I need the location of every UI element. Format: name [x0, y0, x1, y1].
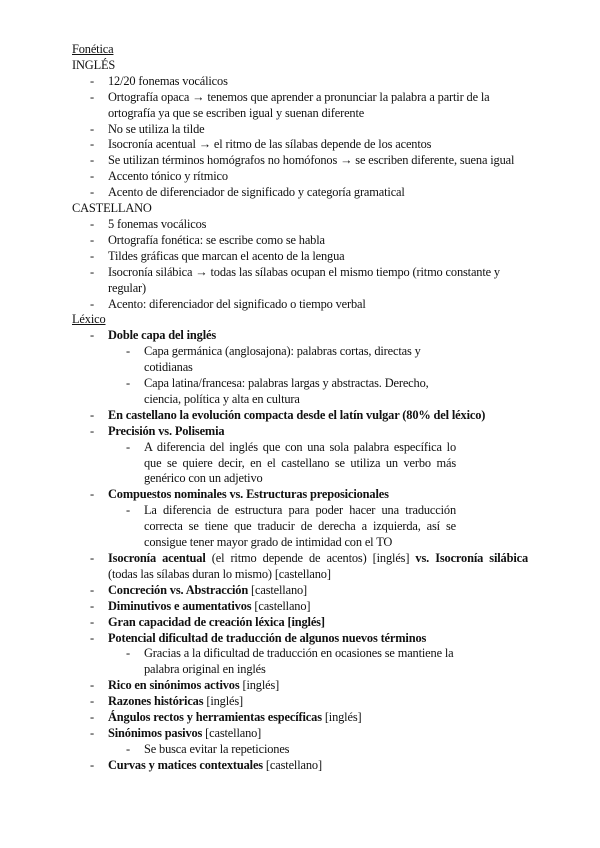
subsection-ingles: INGLÉS — [72, 57, 116, 72]
item-heading: Precisión vs. Polisemia — [108, 423, 225, 438]
list-item: - Tildes gráficas que marcan el acento de la lengua — [0, 249, 600, 265]
item-heading: Sinónimos pasivos — [108, 725, 203, 740]
list-item: - Isocronía acentual → el ritmo de las sílabas depende de los acentos — [0, 137, 600, 153]
sub-list-item: - Se busca evitar la repeticiones — [0, 742, 528, 758]
section-title-fonetica: Fonética — [72, 42, 114, 56]
list-item — [0, 551, 600, 583]
item-heading: Rico en sinónimos activos — [108, 678, 240, 693]
item-heading: Concreción vs. Abstracción — [108, 582, 249, 597]
subsection-castellano: CASTELLANO — [72, 201, 152, 216]
list-item — [0, 583, 600, 599]
list-item: - Ortografía fonética: se escribe como se habla — [0, 233, 600, 249]
sub-list-item: - A diferencia del inglés que con una sola palabra específica lo que se quiere decir, en el castellano se utiliza un verbo más genérico con un adjetivo — [0, 440, 528, 488]
item-heading: En castellano la evolución compacta desde el latín vulgar (80% del léxico) — [108, 407, 486, 422]
list-item: - 12/20 fonemas vocálicos — [0, 74, 600, 90]
lexico-list — [0, 328, 600, 773]
sub-list — [108, 503, 528, 551]
sub-list — [108, 344, 528, 408]
sub-list-item: - Gracias a la dificultad de traducción en ocasiones se mantiene la palabra original en inglés — [0, 646, 528, 678]
item-heading: vs. Isocronía silábica — [415, 551, 529, 565]
item-heading: Razones históricas — [108, 694, 204, 709]
list-item: - No se utiliza la tilde — [0, 122, 600, 138]
item-text: [castellano] — [202, 725, 262, 740]
castellano-list — [0, 217, 600, 312]
item-heading: Compuestos nominales vs. Estructuras preposicionales — [108, 487, 389, 502]
item-text: (el ritmo depende de acentos) [inglés] — [205, 551, 416, 565]
list-item — [0, 631, 600, 679]
sub-list — [108, 440, 528, 488]
item-heading: Isocronía acentual — [108, 551, 206, 565]
list-item: - Acento de diferenciador de significado y categoría gramatical — [0, 185, 600, 201]
item-heading: Ángulos rectos y herramientas específicas — [108, 710, 322, 725]
item-text: (todas las sílabas duran lo mismo) [castellano] — [108, 566, 331, 581]
list-item: - Isocronía silábica → todas las sílabas ocupan el mismo tiempo (ritmo constante y regular) — [0, 265, 600, 297]
list-item — [0, 726, 600, 758]
item-heading: Potencial dificultad de traducción de algunos nuevos términos — [108, 630, 427, 645]
item-text: [inglés] — [239, 678, 280, 693]
list-item: - 5 fonemas vocálicos — [0, 217, 600, 233]
item-heading: Doble capa del inglés — [108, 328, 217, 343]
item-text: [inglés] — [203, 694, 243, 709]
item-text: [castellano] — [251, 598, 311, 613]
list-item: - Accento tónico y rítmico — [0, 169, 600, 185]
sub-list — [108, 646, 528, 678]
list-item — [0, 615, 600, 631]
item-text: [castellano] — [248, 582, 308, 597]
item-heading: Diminutivos e aumentativos — [108, 598, 252, 613]
list-item — [0, 424, 600, 488]
item-heading: Curvas y matices contextuales — [108, 757, 263, 772]
sub-list-item: - La diferencia de estructura para poder hacer una traducción correcta se tiene que traducir de derecha a izquierda, así se consigue tener mayor grado de intimidad con el TO — [0, 503, 528, 551]
list-item — [0, 694, 600, 710]
ingles-list — [0, 74, 600, 201]
sub-list-item: - Capa germánica (anglosajona): palabras cortas, directas y cotidianas — [0, 344, 528, 376]
list-item: - Acento: diferenciador del significado o tiempo verbal — [0, 297, 600, 313]
list-item — [0, 678, 600, 694]
section-title-lexico: Léxico — [72, 312, 106, 327]
item-text: [castellano] — [262, 757, 322, 772]
list-item — [0, 599, 600, 615]
sub-list — [108, 742, 528, 758]
item-heading: Gran capacidad de creación léxica [inglés] — [108, 614, 325, 629]
list-item — [0, 408, 600, 424]
list-item: - Ortografía opaca → tenemos que aprender a pronunciar la palabra a partir de la ortografía ya que se escriben igual y suenan diferente — [0, 90, 600, 122]
list-item — [0, 328, 600, 408]
list-item — [0, 487, 600, 551]
list-item: - Se utilizan términos homógrafos no homófonos → se escriben diferente, suena igual — [0, 153, 600, 169]
list-item — [0, 758, 600, 774]
list-item — [0, 710, 600, 726]
item-text: [inglés] — [321, 710, 362, 725]
sub-list-item: - Capa latina/francesa: palabras largas y abstractas. Derecho, ciencia, política y alta en cultura — [0, 376, 528, 408]
